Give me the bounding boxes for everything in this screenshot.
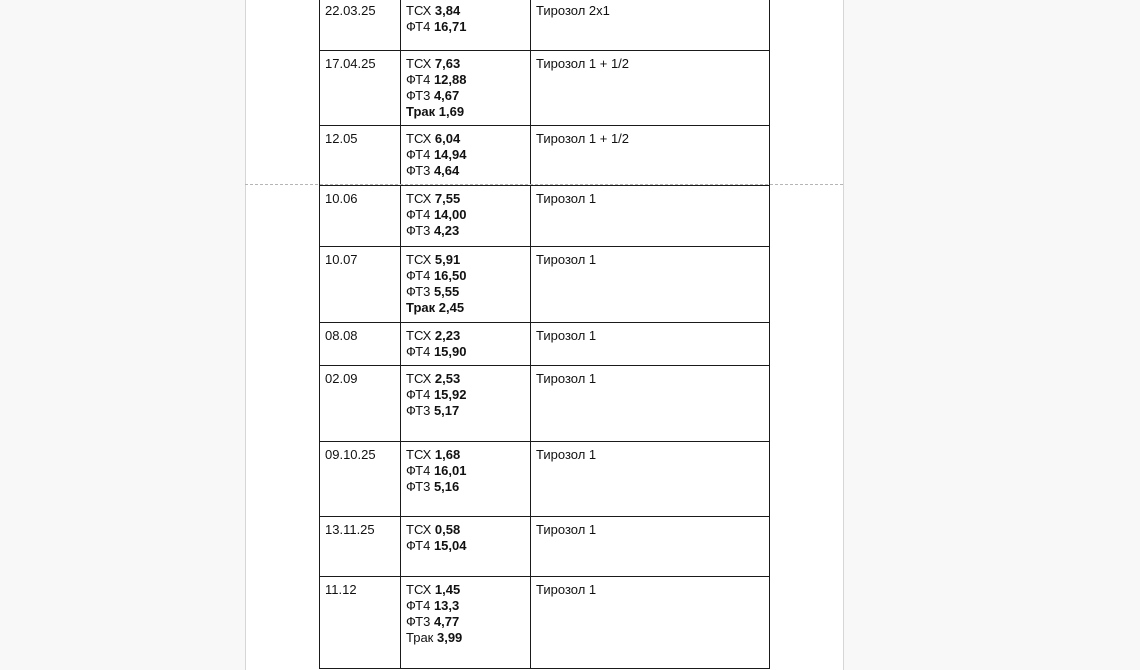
measurements-cell[interactable]: ТСХ 1,68 ФТ4 16,01 ФТ3 5,16: [401, 442, 531, 517]
treatment-cell[interactable]: Тирозол 1: [531, 366, 770, 442]
table-row: [320, 126, 770, 188]
date-cell[interactable]: 02.09: [320, 366, 401, 442]
measurements-cell[interactable]: ТСХ 2,23 ФТ4 15,90: [401, 323, 531, 366]
table-row: [320, 577, 770, 669]
table-row: [320, 366, 770, 442]
measurements-cell[interactable]: ТСХ 3,84 ФТ4 16,71: [401, 0, 531, 51]
measurements-cell[interactable]: ТСХ 6,04 ФТ4 14,94 ФТ3 4,64: [401, 126, 531, 188]
table-row: [320, 247, 770, 323]
treatment-cell[interactable]: Тирозол 1 + 1/2: [531, 51, 770, 126]
date-cell[interactable]: 17.04.25: [320, 51, 401, 126]
lab-results-table-top: [319, 0, 770, 188]
lab-results-table-bottom: [319, 185, 770, 669]
page-break-line: [245, 184, 843, 185]
measurements-cell[interactable]: ТСХ 5,91 ФТ4 16,50 ФТ3 5,55 Трак 2,45: [401, 247, 531, 323]
date-cell[interactable]: 11.12: [320, 577, 401, 669]
table-row: [320, 51, 770, 126]
treatment-cell[interactable]: Тирозол 1: [531, 247, 770, 323]
treatment-cell[interactable]: Тирозол 1: [531, 442, 770, 517]
table-row: [320, 442, 770, 517]
treatment-cell[interactable]: Тирозол 1: [531, 323, 770, 366]
table-row: [320, 323, 770, 366]
document-page: [245, 0, 844, 670]
treatment-cell[interactable]: Тирозол 1: [531, 186, 770, 247]
measurements-cell[interactable]: ТСХ 0,58 ФТ4 15,04: [401, 517, 531, 577]
date-cell[interactable]: 13.11.25: [320, 517, 401, 577]
table-row: [320, 186, 770, 247]
date-cell[interactable]: 10.06: [320, 186, 401, 247]
measurements-cell[interactable]: ТСХ 2,53 ФТ4 15,92 ФТ3 5,17: [401, 366, 531, 442]
date-cell[interactable]: 12.05: [320, 126, 401, 188]
measurements-cell[interactable]: ТСХ 7,63 ФТ4 12,88 ФТ3 4,67 Трак 1,69: [401, 51, 531, 126]
table-row: [320, 517, 770, 577]
date-cell[interactable]: 09.10.25: [320, 442, 401, 517]
date-cell[interactable]: 22.03.25: [320, 0, 401, 51]
measurements-cell[interactable]: ТСХ 1,45 ФТ4 13,3 ФТ3 4,77 Трак 3,99: [401, 577, 531, 669]
treatment-cell[interactable]: Тирозол 1: [531, 517, 770, 577]
date-cell[interactable]: 10.07: [320, 247, 401, 323]
treatment-cell[interactable]: Тирозол 1 + 1/2: [531, 126, 770, 188]
measurements-cell[interactable]: ТСХ 7,55 ФТ4 14,00 ФТ3 4,23: [401, 186, 531, 247]
date-cell[interactable]: 08.08: [320, 323, 401, 366]
table-row: [320, 0, 770, 51]
treatment-cell[interactable]: Тирозол 1: [531, 577, 770, 669]
treatment-cell[interactable]: Тирозол 2х1: [531, 0, 770, 51]
